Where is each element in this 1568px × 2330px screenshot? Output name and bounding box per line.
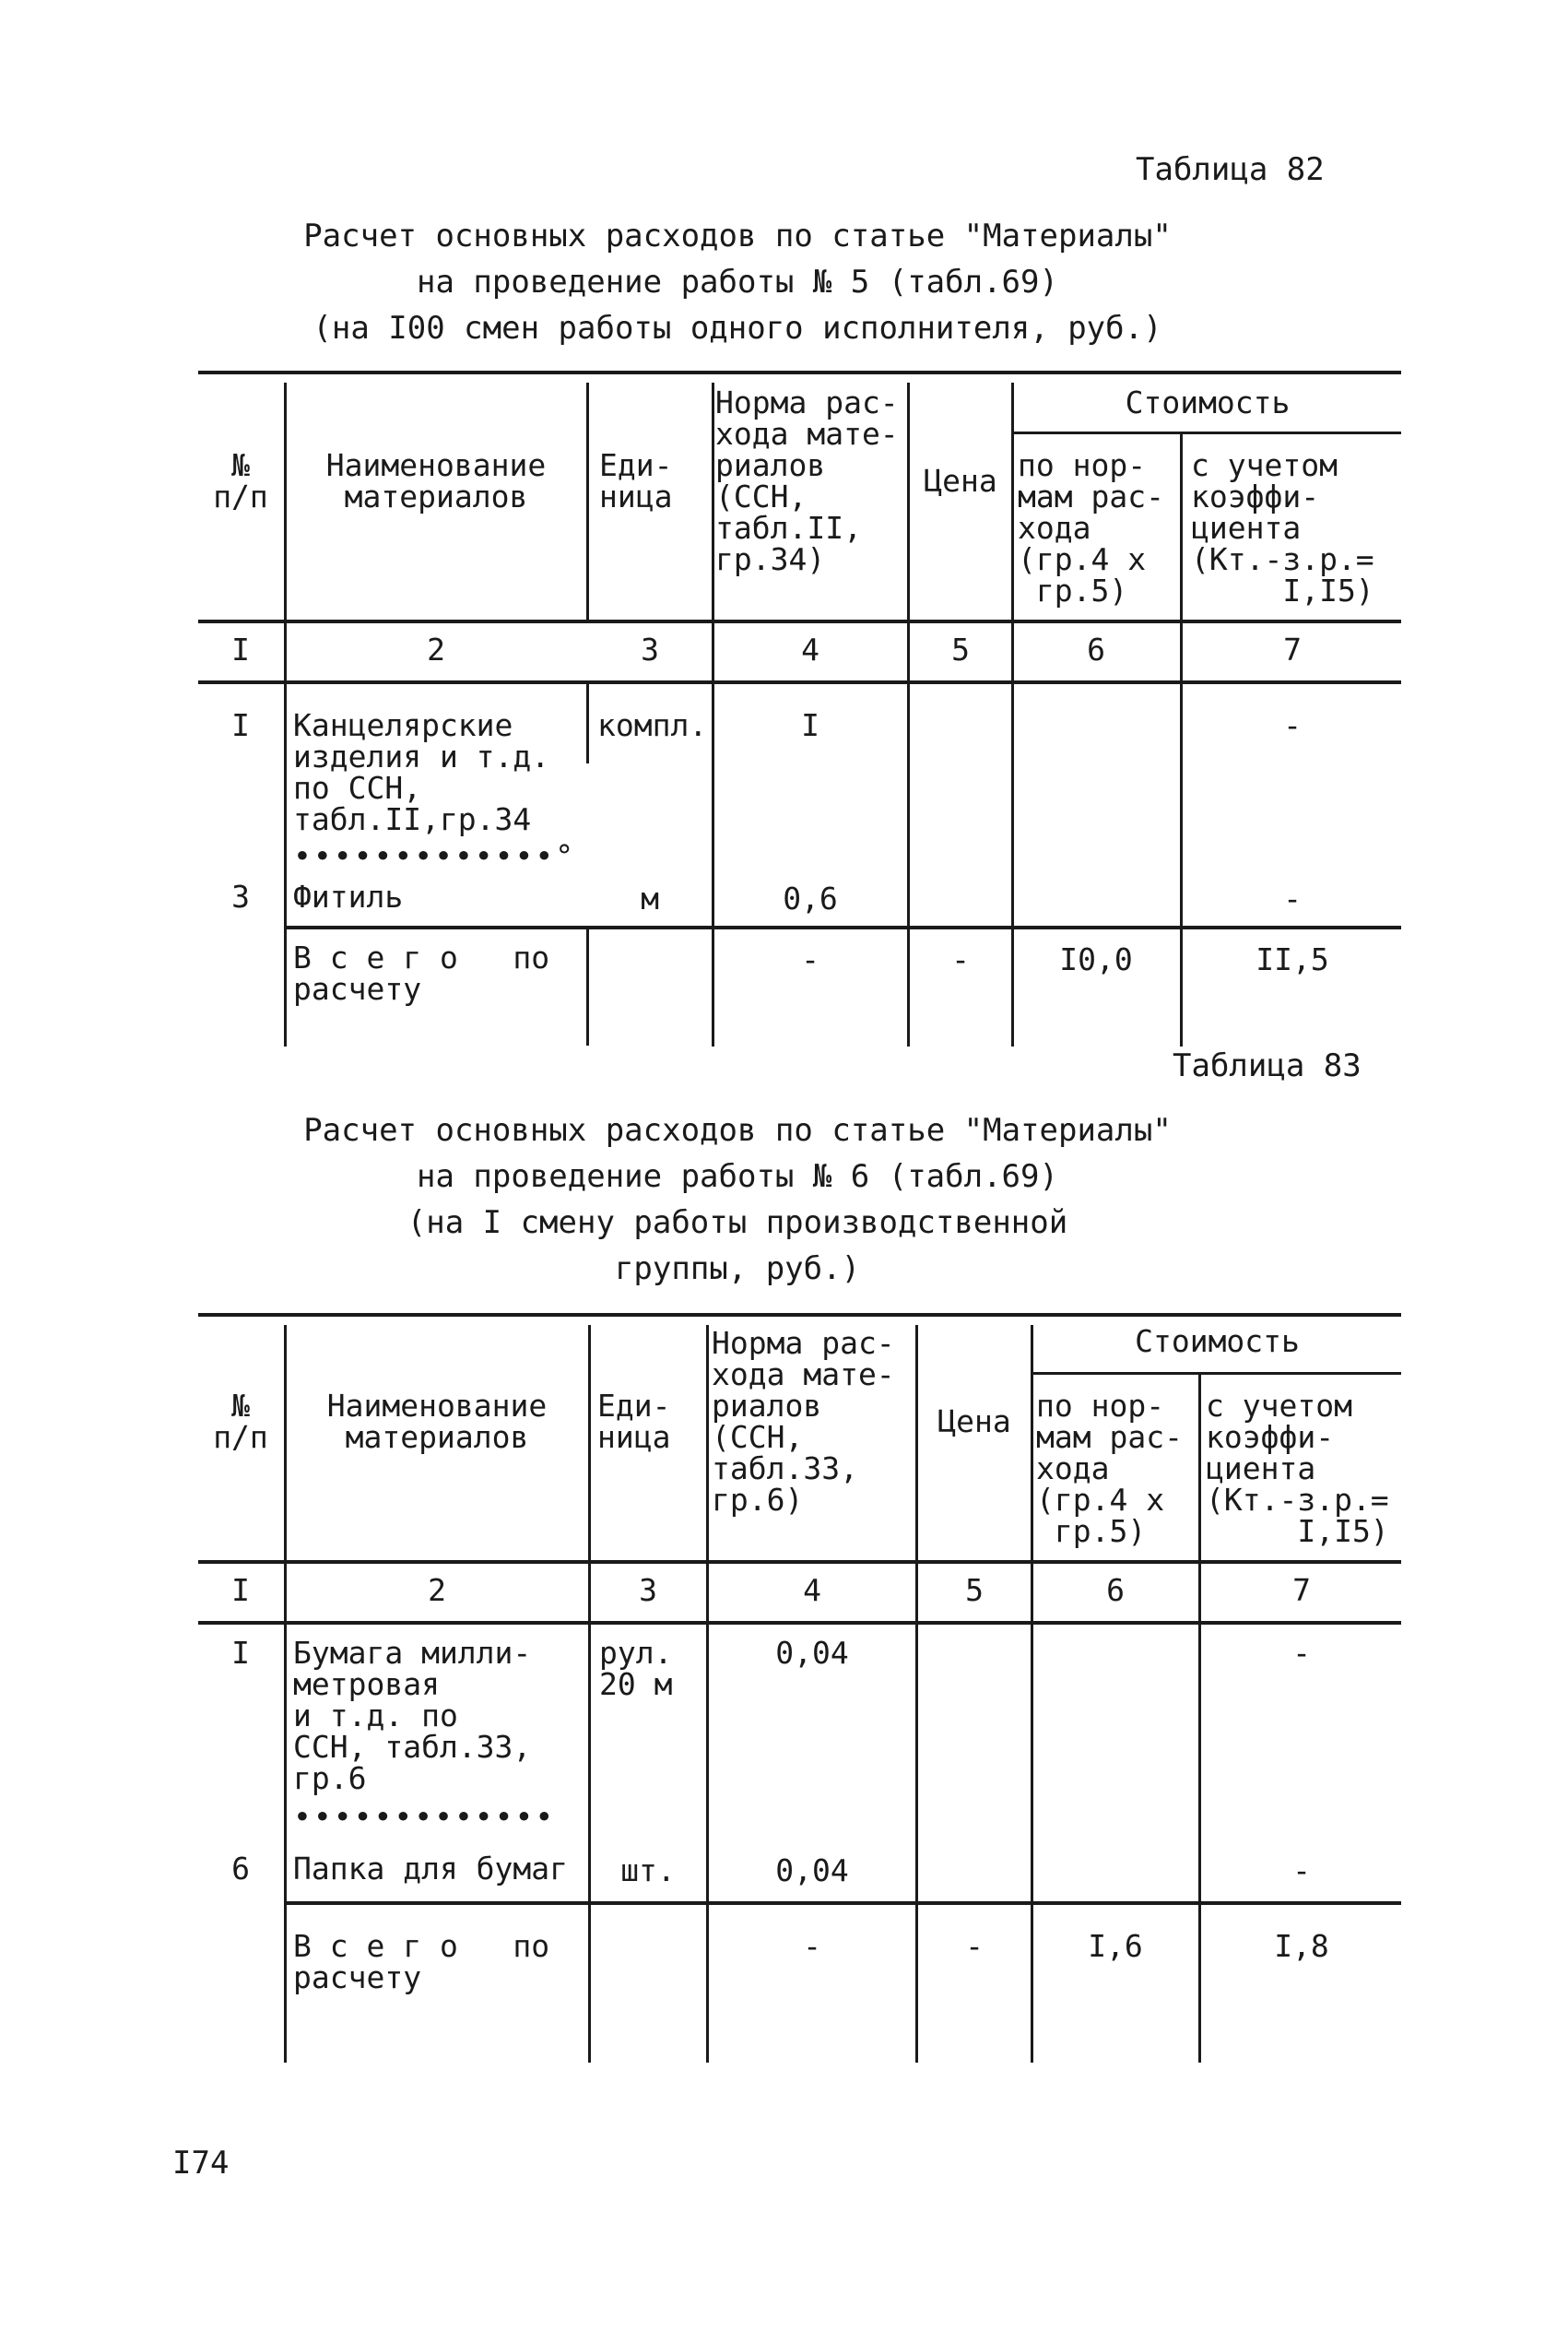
total-cost-coef: I,8 xyxy=(1274,1928,1329,1964)
row-norm: 0,04 xyxy=(775,1852,849,1888)
header-unit: Еди- ница xyxy=(597,1388,671,1455)
column-divider xyxy=(1198,1374,1201,2063)
row-num: I xyxy=(231,1635,250,1671)
row-cost-coef: - xyxy=(1283,881,1302,917)
row-name: Фитиль xyxy=(293,879,404,915)
column-divider xyxy=(586,680,589,763)
total-norm: - xyxy=(801,941,819,977)
header-price: Цена xyxy=(924,463,997,499)
table-title-line: группы, руб.) xyxy=(614,1250,861,1287)
column-divider xyxy=(588,1325,591,2063)
row-cost-coef: - xyxy=(1292,1852,1311,1888)
column-numbers-line xyxy=(198,680,1401,684)
column-number: 6 xyxy=(1106,1572,1125,1608)
column-divider xyxy=(915,1325,918,2063)
total-norm: - xyxy=(803,1928,821,1964)
header-bottom-line xyxy=(198,620,1401,623)
row-cost-coef: - xyxy=(1292,1635,1311,1671)
column-number: 2 xyxy=(427,632,445,668)
row-norm: 0,04 xyxy=(775,1635,849,1671)
table-border-top xyxy=(198,371,1401,374)
header-cost-coef: с учетом коэффи- циента (Кт.-з.р.= I,I5) xyxy=(1191,447,1374,609)
column-number: 2 xyxy=(428,1572,446,1608)
header-cost: Стоимость xyxy=(1135,1323,1300,1359)
header-num: № п/п xyxy=(213,447,268,514)
header-cost-coef: с учетом коэффи- циента (Кт.-з.р.= I,I5) xyxy=(1206,1388,1389,1549)
total-cost-norm: I0,0 xyxy=(1059,941,1133,977)
total-price: - xyxy=(965,1928,984,1964)
header-num: № п/п xyxy=(213,1388,268,1455)
cost-header-divider xyxy=(1011,432,1401,434)
column-numbers-line xyxy=(198,1621,1401,1625)
column-divider xyxy=(586,926,589,1046)
header-norm: Норма рас- хода мате- риалов (ССН, табл.33, гр.6) xyxy=(712,1325,895,1518)
header-bottom-line xyxy=(198,1560,1401,1564)
column-divider xyxy=(586,383,589,622)
header-price: Цена xyxy=(937,1403,1011,1439)
column-divider xyxy=(706,1325,709,2063)
row-unit: м xyxy=(641,881,659,917)
total-cost-norm: I,6 xyxy=(1088,1928,1143,1964)
column-number: I xyxy=(231,1572,250,1608)
row-num: I xyxy=(231,707,250,743)
row-unit: компл. xyxy=(597,707,708,743)
column-number: 6 xyxy=(1087,632,1105,668)
column-divider xyxy=(712,383,714,1047)
column-number: 3 xyxy=(639,1572,657,1608)
row-name: Папка для бумаг xyxy=(293,1851,569,1886)
row-num: 6 xyxy=(231,1851,250,1886)
table-title-line: на проведение работы № 6 (табл.69) xyxy=(417,1158,1058,1195)
column-number: I xyxy=(231,632,250,668)
cost-header-divider xyxy=(1031,1372,1401,1375)
total-separator-line xyxy=(286,926,1401,929)
row-name: Бумага милли- метровая и т.д. по ССН, табл.33, гр.6 xyxy=(293,1635,532,1796)
row-unit: рул. 20 м xyxy=(599,1635,673,1702)
table-title-line: Расчет основных расходов по статье "Материалы" xyxy=(303,1112,1172,1149)
header-norm: Норма рас- хода мате- риалов (ССН, табл.II, гр.34) xyxy=(715,384,899,577)
header-unit: Еди- ница xyxy=(599,447,673,514)
total-price: - xyxy=(951,941,970,977)
column-number: 5 xyxy=(965,1572,984,1608)
row-norm: I xyxy=(801,707,819,743)
column-number: 4 xyxy=(801,632,819,668)
header-name: Наименование материалов xyxy=(326,1388,548,1455)
table-title-line: (на I00 смен работы одного исполнителя, руб.) xyxy=(312,310,1162,347)
table-title-line: на проведение работы № 5 (табл.69) xyxy=(417,264,1058,301)
column-number: 4 xyxy=(803,1572,821,1608)
header-cost: Стоимость xyxy=(1125,384,1291,420)
row-unit: шт. xyxy=(620,1852,676,1888)
column-divider xyxy=(284,1325,287,2063)
column-divider xyxy=(1180,433,1183,1047)
table-label: Таблица 82 xyxy=(1136,151,1325,188)
table-title-line: Расчет основных расходов по статье "Материалы" xyxy=(303,218,1172,254)
header-cost-norm: по нор- мам рас- хода (гр.4 х гр.5) xyxy=(1036,1388,1183,1549)
table-title-line: (на I смену работы производственной xyxy=(407,1204,1068,1241)
column-number: 3 xyxy=(641,632,659,668)
omission-dots: ••••••••••••• xyxy=(293,1799,556,1835)
row-name: Канцелярские изделия и т.д. по ССН, табл.II,гр.34 xyxy=(293,707,550,837)
total-label: В с е г о по расчету xyxy=(293,1928,550,1995)
table-border-top xyxy=(198,1313,1401,1317)
total-separator-line xyxy=(286,1901,1401,1905)
row-norm: 0,6 xyxy=(783,881,838,917)
column-number: 5 xyxy=(951,632,970,668)
column-number: 7 xyxy=(1283,632,1302,668)
header-cost-norm: по нор- мам рас- хода (гр.4 х гр.5) xyxy=(1018,447,1164,609)
table-label: Таблица 83 xyxy=(1173,1047,1362,1084)
total-cost-coef: II,5 xyxy=(1256,941,1329,977)
column-divider xyxy=(284,383,287,1047)
row-cost-coef: - xyxy=(1283,707,1302,743)
column-number: 7 xyxy=(1292,1572,1311,1608)
omission-dots: •••••••••••••° xyxy=(293,838,576,874)
row-num: 3 xyxy=(231,879,250,915)
header-name: Наименование материалов xyxy=(325,447,547,514)
page-number: I74 xyxy=(172,2145,230,2182)
total-label: В с е г о по расчету xyxy=(293,940,550,1007)
column-divider xyxy=(907,383,910,1047)
